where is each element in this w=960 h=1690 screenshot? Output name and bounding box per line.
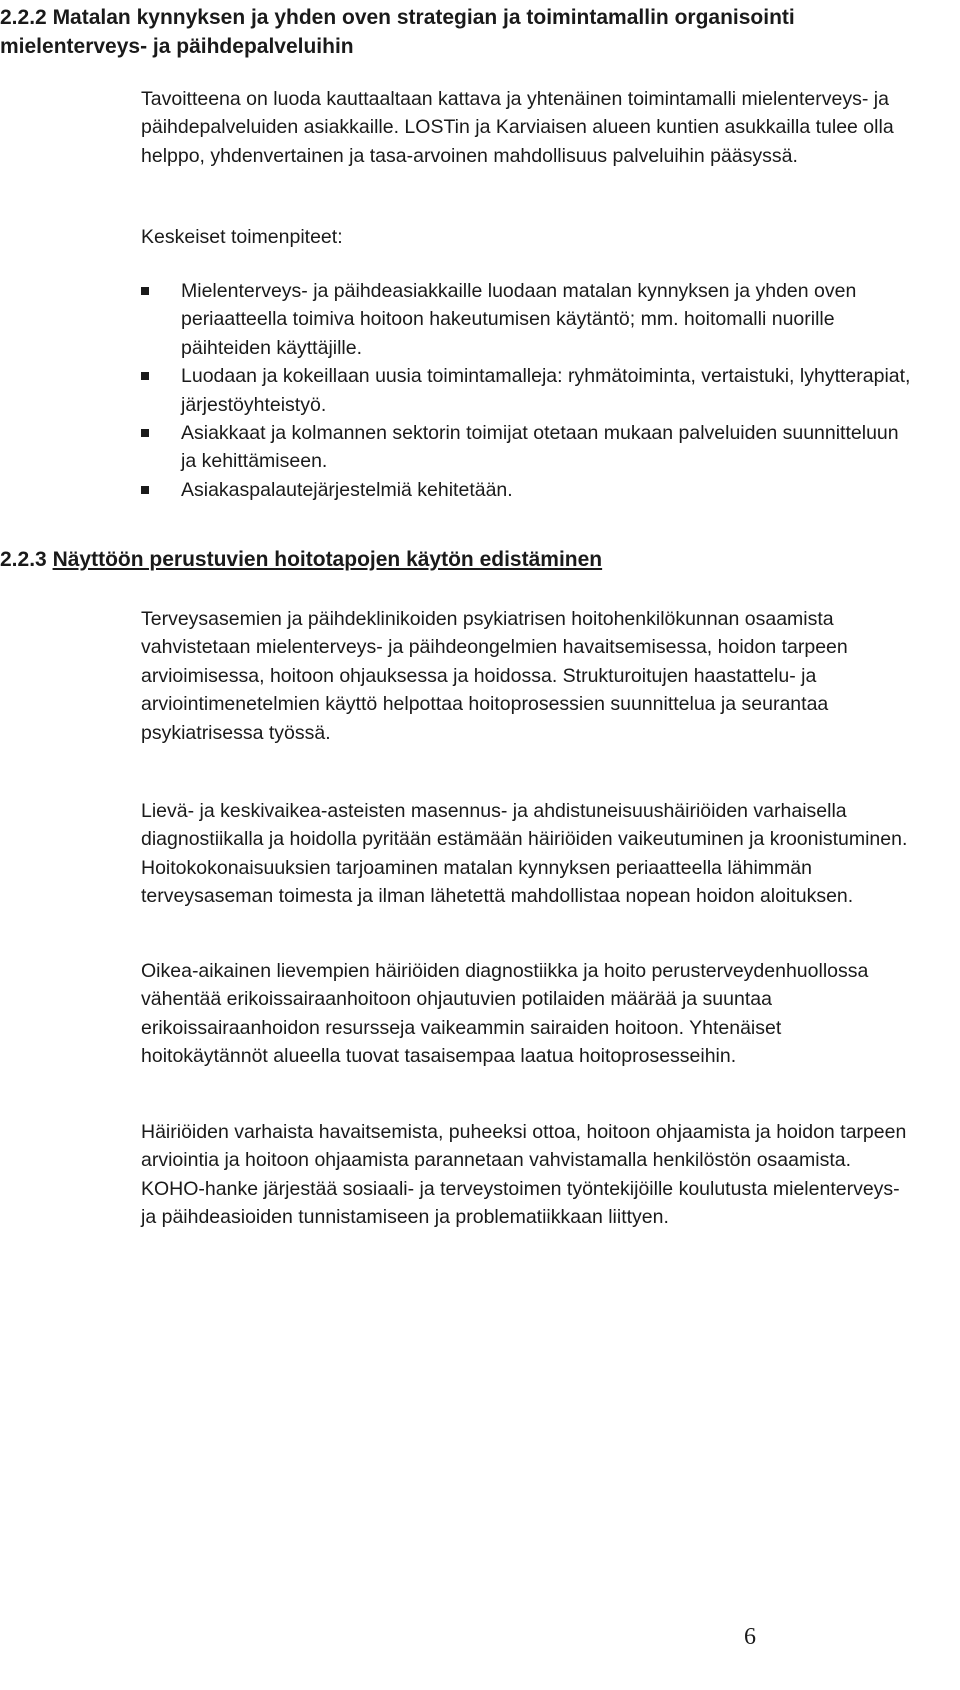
body-paragraph: Lievä- ja keskivaikea-asteisten masennus- ja ahdistuneisuushäiriöiden varhaisella diagnostiikalla ja hoidolla pyritään estämään häiriöiden vaikeutuminen ja kroonistuminen. Hoitokokonaisuuksien tarjoaminen matalan kynnyksen periaatteella lähimmän terveysaseman toimesta ja ilman lähetettä mahdollistaa nopean hoidon aloituksen. [141, 800, 908, 908]
square-bullet-icon [141, 429, 149, 437]
list-item-text: Asiakkaat ja kolmannen sektorin toimijat otetaan mukaan palveluiden suunnitteluun ja kehittämiseen. [181, 422, 899, 473]
body-paragraph: Oikea-aikainen lievempien häiriöiden diagnostiikka ja hoito perusterveydenhuollossa vähentää erikoissairaanhoitoon ohjautuvien potilaiden määrää ja suuntaa erikoissairaanhoidon resursseja vaikeammin sairaiden hoitoon. Yhtenäiset hoitokäytännöt alueella tuovat tasaisempaa laatua hoitoprosesseihin. [141, 960, 869, 1068]
intro-paragraph: Tavoitteena on luoda kauttaaltaan kattava ja yhtenäinen toimintamalli mielenterveys- ja päihdepalveluiden asiakkaille. LOSTin ja Karviaisen alueen kuntien asukkailla tulee olla helppo, yhdenvertainen ja tasa-arvoinen mahdollisuus palveluihin pääsyssä. [141, 88, 894, 167]
measures-label: Keskeiset toimenpiteet: [141, 226, 343, 248]
section-heading-2-2-2 [0, 4, 930, 61]
list-item-text: Mielenterveys- ja päihdeasiakkaille luodaan matalan kynnyksen ja yhden oven periaatteella toimiva hoitoon hakeutumisen käytäntö; mm. hoitomalli nuorille päihteiden käyttäjille. [181, 280, 857, 359]
section-number: 2.2.3 [0, 548, 47, 571]
list-item [141, 419, 911, 476]
list-item [141, 362, 911, 419]
page-number: 6 [744, 1624, 756, 1650]
list-item [141, 277, 911, 362]
square-bullet-icon [141, 486, 149, 494]
list-item-text: Luodaan ja kokeillaan uusia toimintamalleja: ryhmätoiminta, vertaistuki, lyhytterapiat, järjestöyhteistyö. [181, 365, 911, 416]
body-paragraph: Terveysasemien ja päihdeklinikoiden psykiatrisen hoitohenkilökunnan osaamista vahvistetaan mielenterveys- ja päihdeongelmien havaitsemisessa, hoidon tarpeen arvioimisessa, hoitoon ohjauksessa ja hoidossa. Strukturoitujen haastattelu- ja arviointimenetelmien käyttö helpottaa hoitoprosessien suunnittelua ja seurantaa psykiatrisessa työssä. [141, 608, 848, 744]
square-bullet-icon [141, 372, 149, 380]
section-heading-2-2-3 [0, 546, 930, 575]
measures-list [141, 277, 911, 504]
section-title: Matalan kynnyksen ja yhden oven strategian ja toimintamallin organisointi mielenterveys- ja päihdepalveluihin [0, 6, 795, 58]
list-item-text: Asiakaspalautejärjestelmiä kehitetään. [181, 478, 513, 501]
section-title: Näyttöön perustuvien hoitotapojen käytön edistäminen [52, 548, 603, 571]
square-bullet-icon [141, 287, 149, 295]
section-number: 2.2.2 [0, 6, 47, 29]
list-item [141, 476, 911, 504]
body-paragraph: Häiriöiden varhaista havaitsemista, puheeksi ottoa, hoitoon ohjaamista ja hoidon tarpeen arviointia ja hoitoon ohjaamista parannetaan vahvistamalla henkilöstön osaamista. KOHO-hanke järjestää sosiaali- ja terveystoimen työntekijöille koulutusta mielenterveys- ja päihdeasioiden tunnistamiseen ja problematiikkaan liittyen. [141, 1121, 907, 1229]
